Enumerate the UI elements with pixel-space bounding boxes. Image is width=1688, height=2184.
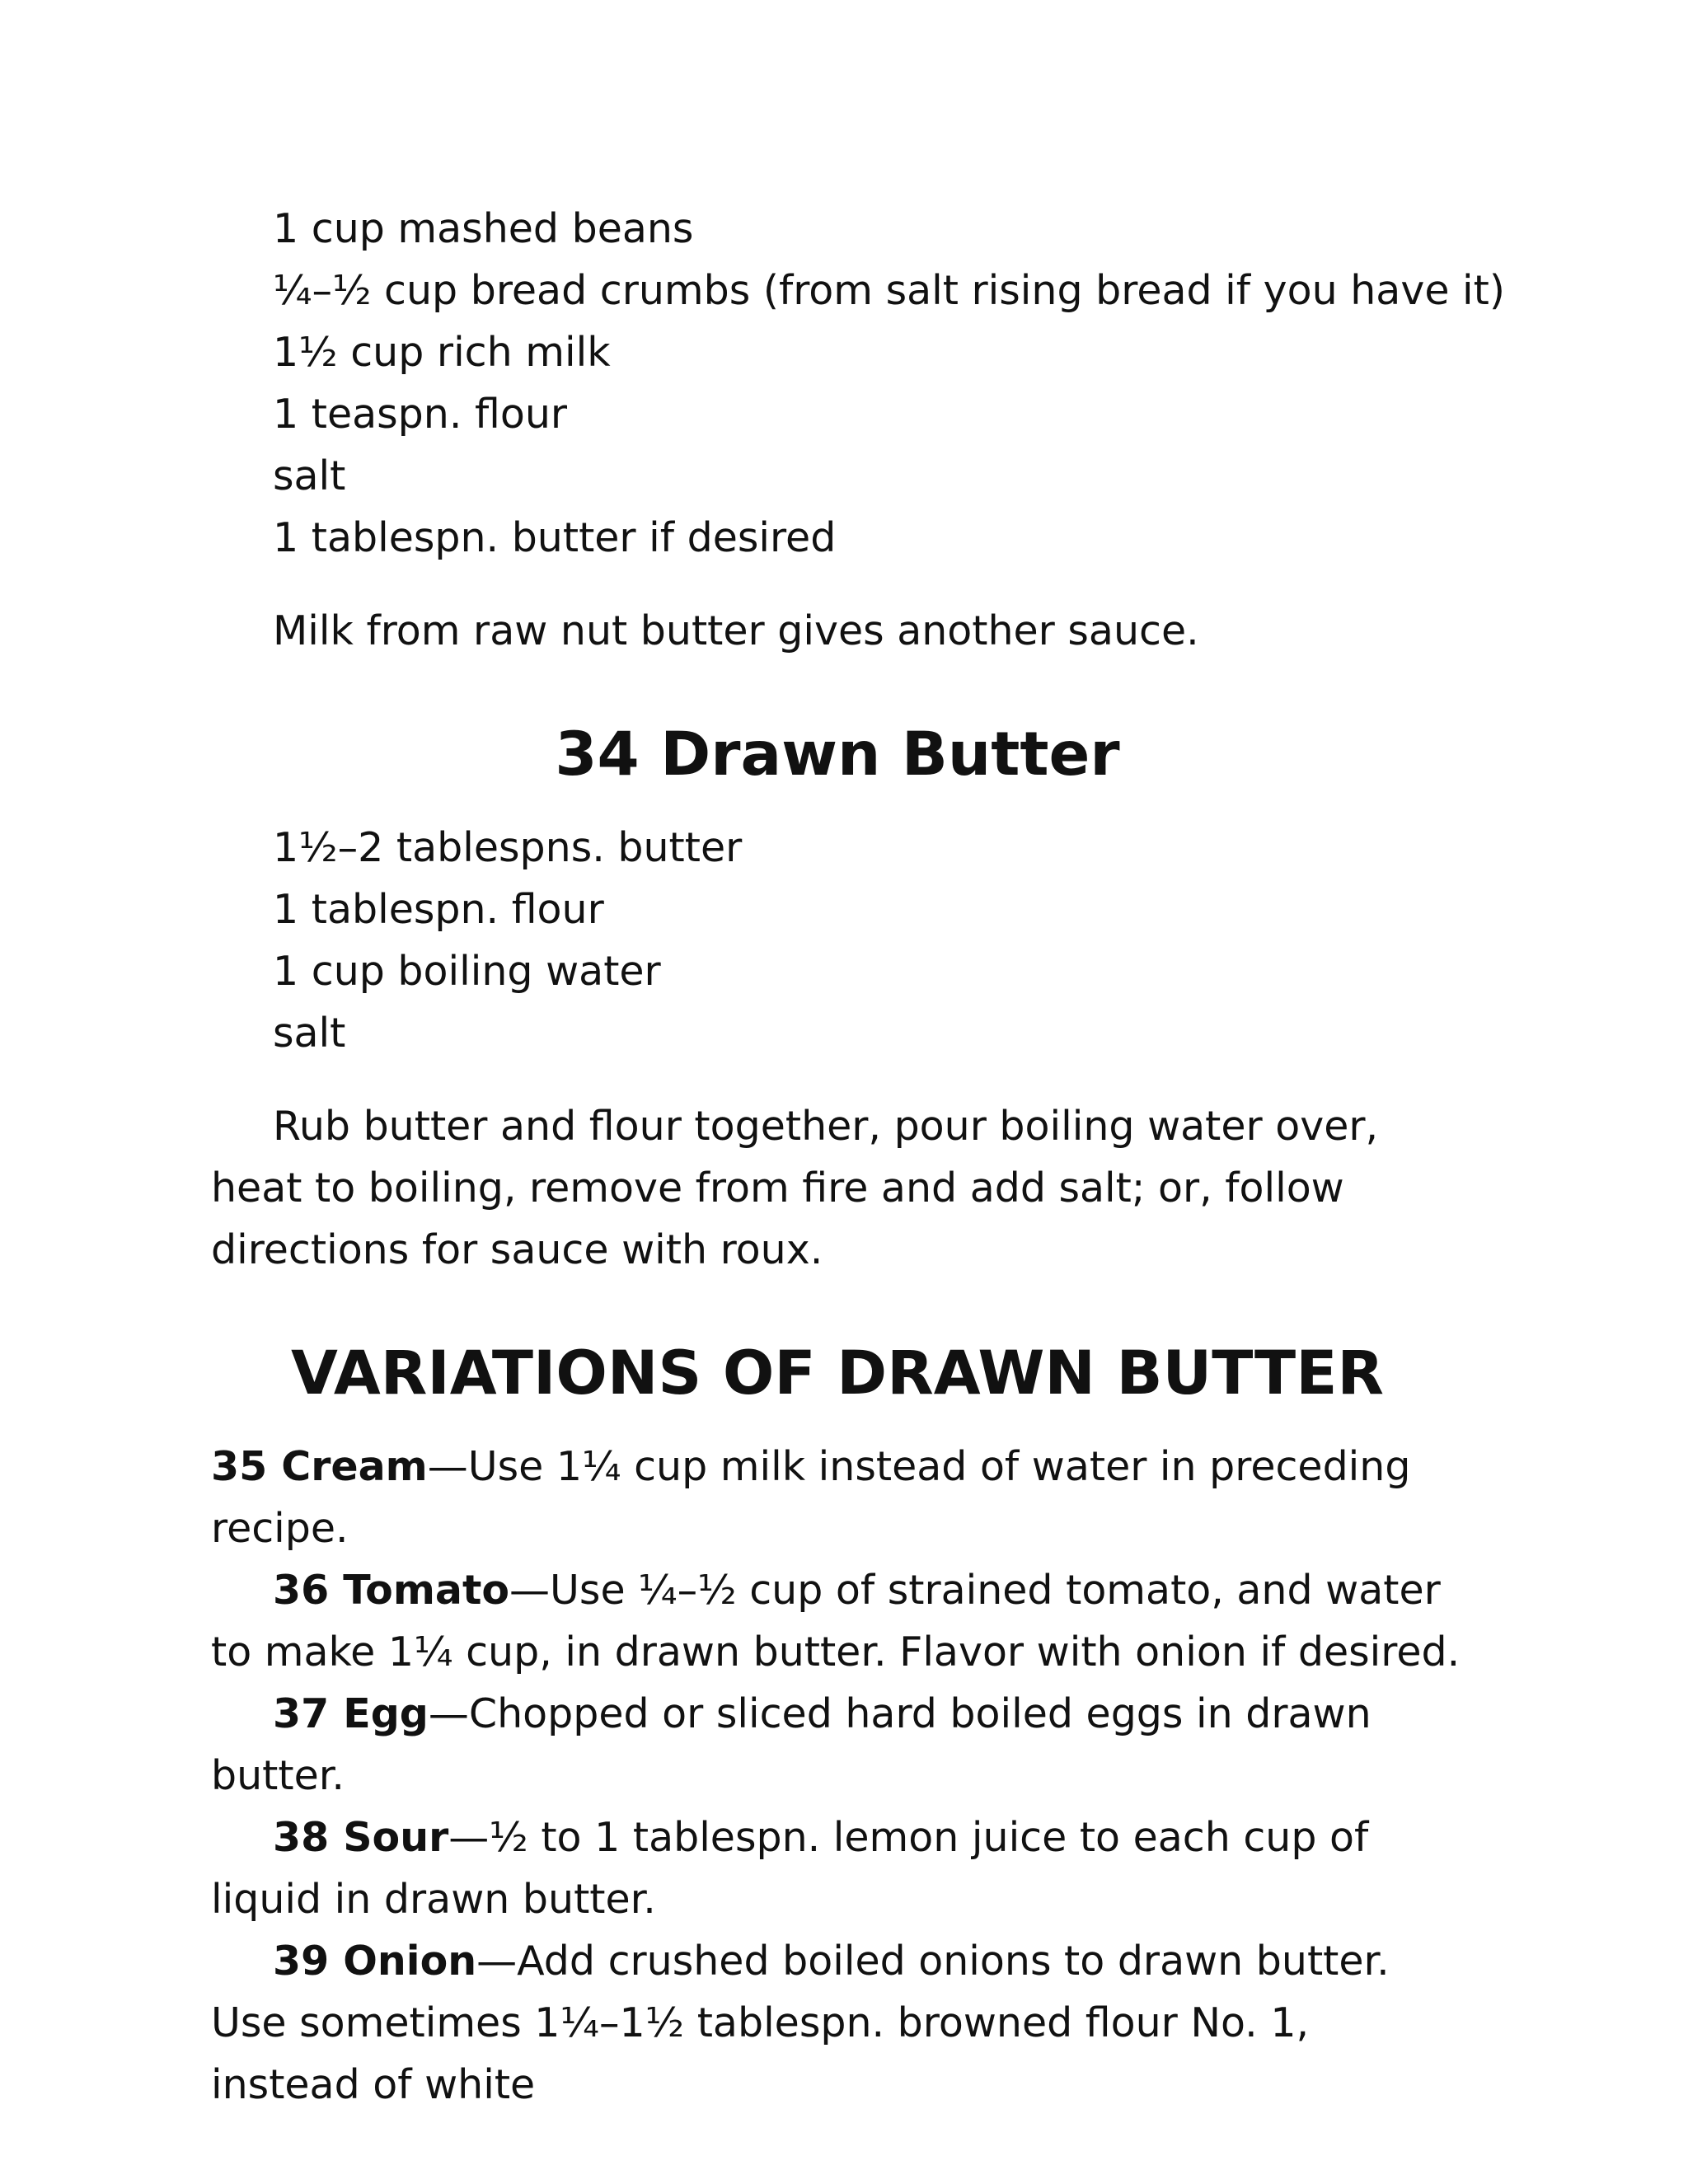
ingredient-line: ¼–½ cup bread crumbs (from salt rising bread if you have it) [273,267,1505,314]
ingredient-line: salt [273,1010,346,1057]
variation-egg [211,1683,1464,1807]
ingredient-list-drawn-butter [211,817,1464,1064]
variation-name: 39 Onion [273,1938,477,1985]
variation-tomato [211,1559,1464,1683]
variation-text: —Use 1¼ cup milk instead of water in preceding recipe. [211,1443,1411,1552]
ingredient-line: 1 cup mashed beans [273,205,694,252]
variation-text: —Use ¼–½ cup of strained tomato, and water to make 1¼ cup, in drawn butter. Flavor with onion if desired. [211,1567,1461,1675]
variation-text: —½ to 1 tablespn. lemon juice to each cup of liquid in drawn butter. [211,1814,1369,1923]
ingredient-line: 1 tablespn. flour [273,886,604,933]
variation-name: 35 Cream [211,1443,428,1490]
variation-text: —Chopped or sliced hard boiled eggs in drawn butter. [211,1690,1372,1799]
variation-name: 37 Egg [273,1690,429,1737]
recipe-title-drawn-butter: 34 Drawn Butter [555,719,1120,790]
ingredient-list-top [211,198,1505,569]
variation-text: —Add crushed boiled onions to drawn butter. Use sometimes 1¼–1½ tablespn. browned flour No. 1, instead of white [211,1938,1390,2108]
variation-cream [211,1436,1464,1559]
ingredient-line: salt [273,452,346,499]
ingredient-line: 1 cup boiling water [273,948,661,995]
recipe-page [211,198,1505,2116]
ingredient-line: 1½–2 tablespns. butter [273,824,743,871]
variation-name: 38 Sour [273,1814,449,1861]
ingredient-line: 1 teaspn. flour [273,391,568,438]
ingredient-line: 1 tablespn. butter if desired [273,514,837,561]
variation-sour [211,1807,1464,1930]
variation-onion [211,1930,1464,2116]
ingredient-line: 1½ cup rich milk [273,329,611,376]
variation-name: 36 Tomato [273,1567,510,1614]
sauce-note: Milk from raw nut butter gives another sauce. [273,607,1199,654]
variations-heading: VARIATIONS OF DRAWN BUTTER [290,1338,1384,1408]
drawn-butter-directions: Rub butter and flour together, pour boiling water over, heat to boiling, remove from fire and add salt; or, follow directions for sauce with roux. [211,1103,1379,1273]
